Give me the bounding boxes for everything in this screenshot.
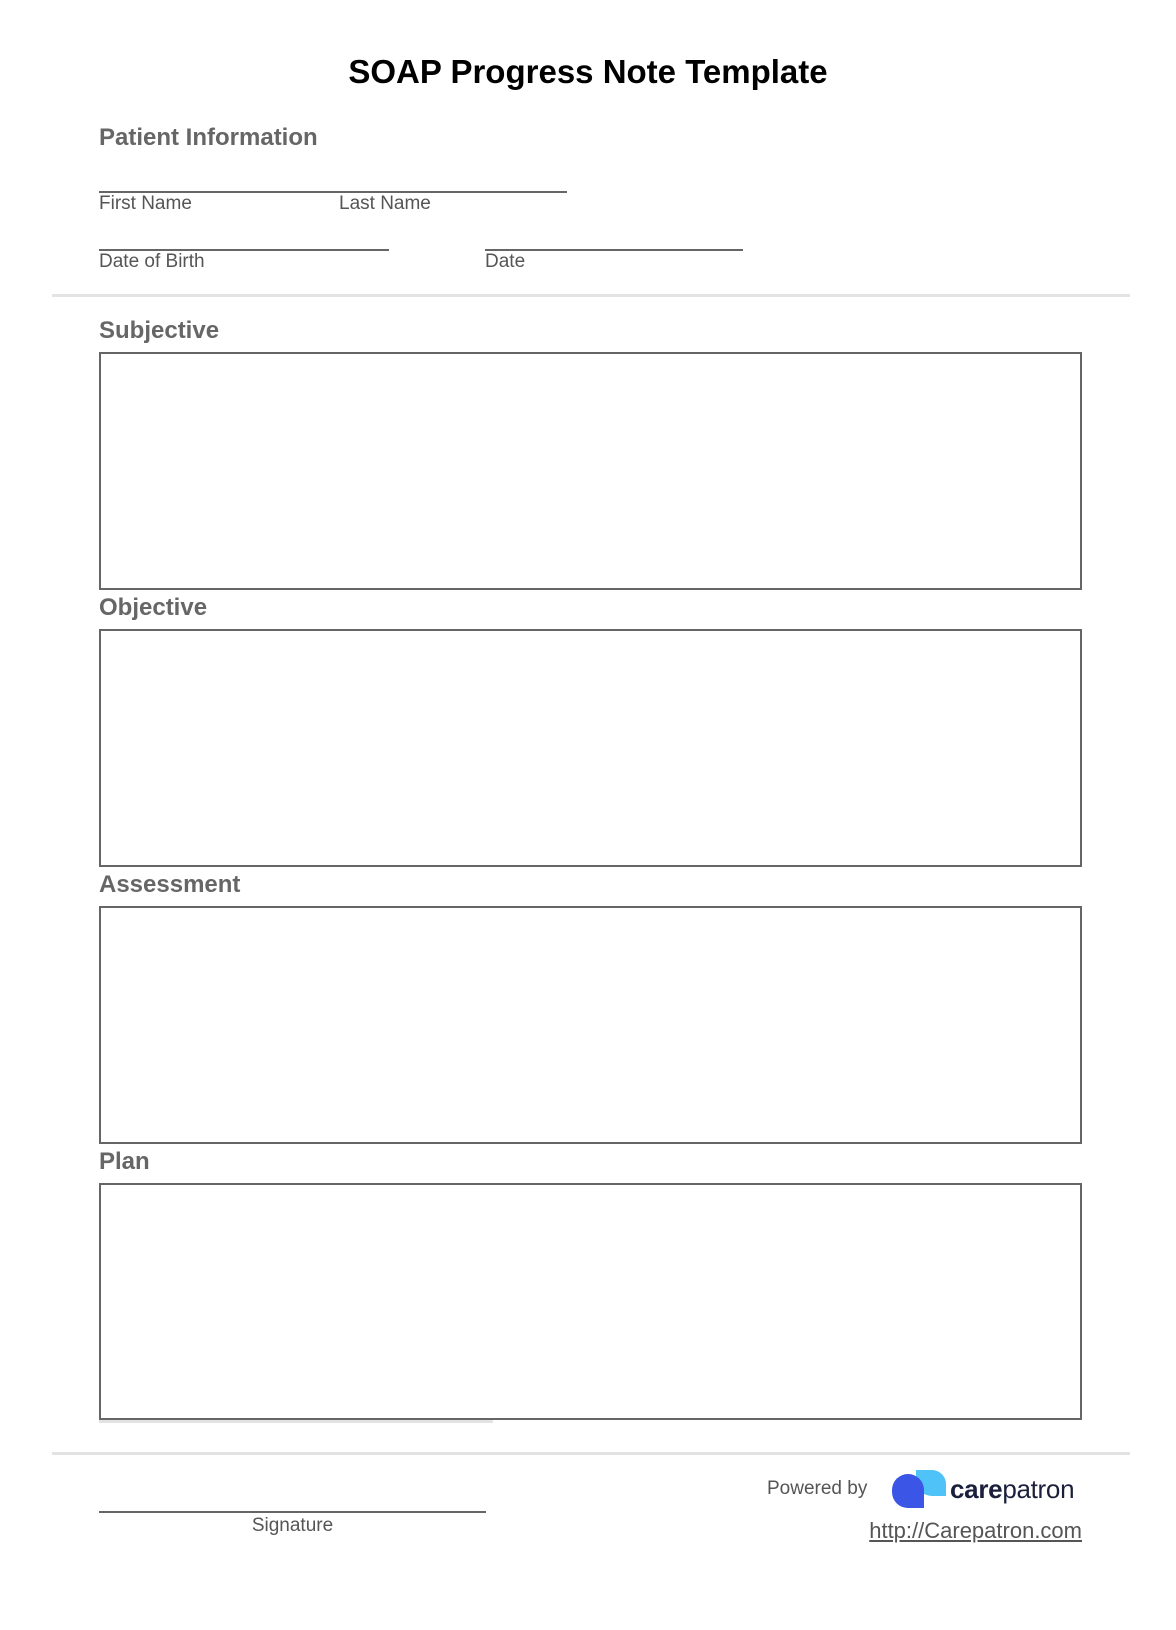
brand-patron: patron: [1002, 1474, 1075, 1504]
footer-divider: [52, 1452, 1130, 1455]
plan-underline: [99, 1420, 493, 1423]
assessment-box[interactable]: [99, 906, 1082, 1144]
last-name-label: Last Name: [339, 193, 431, 214]
date-of-birth-label: Date of Birth: [99, 251, 205, 272]
objective-box[interactable]: [99, 629, 1082, 867]
patient-information-heading: Patient Information: [99, 124, 318, 151]
date-label: Date: [485, 251, 526, 272]
carepatron-logo-icon: [892, 1470, 946, 1508]
objective-heading: Objective: [99, 594, 208, 621]
signature-label: Signature: [251, 1515, 334, 1536]
powered-by-text: Powered by: [767, 1478, 868, 1499]
plan-box[interactable]: [99, 1183, 1082, 1420]
subjective-heading: Subjective: [99, 317, 220, 344]
brand-care: care: [950, 1474, 1003, 1504]
document-title: SOAP Progress Note Template: [348, 53, 828, 90]
carepatron-brand-text: [950, 1474, 1074, 1504]
first-name-label: First Name: [99, 193, 192, 214]
plan-heading: Plan: [99, 1148, 150, 1175]
subjective-box[interactable]: [99, 352, 1082, 590]
carepatron-url-link[interactable]: http://Carepatron.com: [869, 1518, 1082, 1543]
assessment-heading: Assessment: [99, 871, 241, 898]
signature-field-line[interactable]: [99, 1511, 486, 1513]
section-divider: [52, 294, 1130, 297]
